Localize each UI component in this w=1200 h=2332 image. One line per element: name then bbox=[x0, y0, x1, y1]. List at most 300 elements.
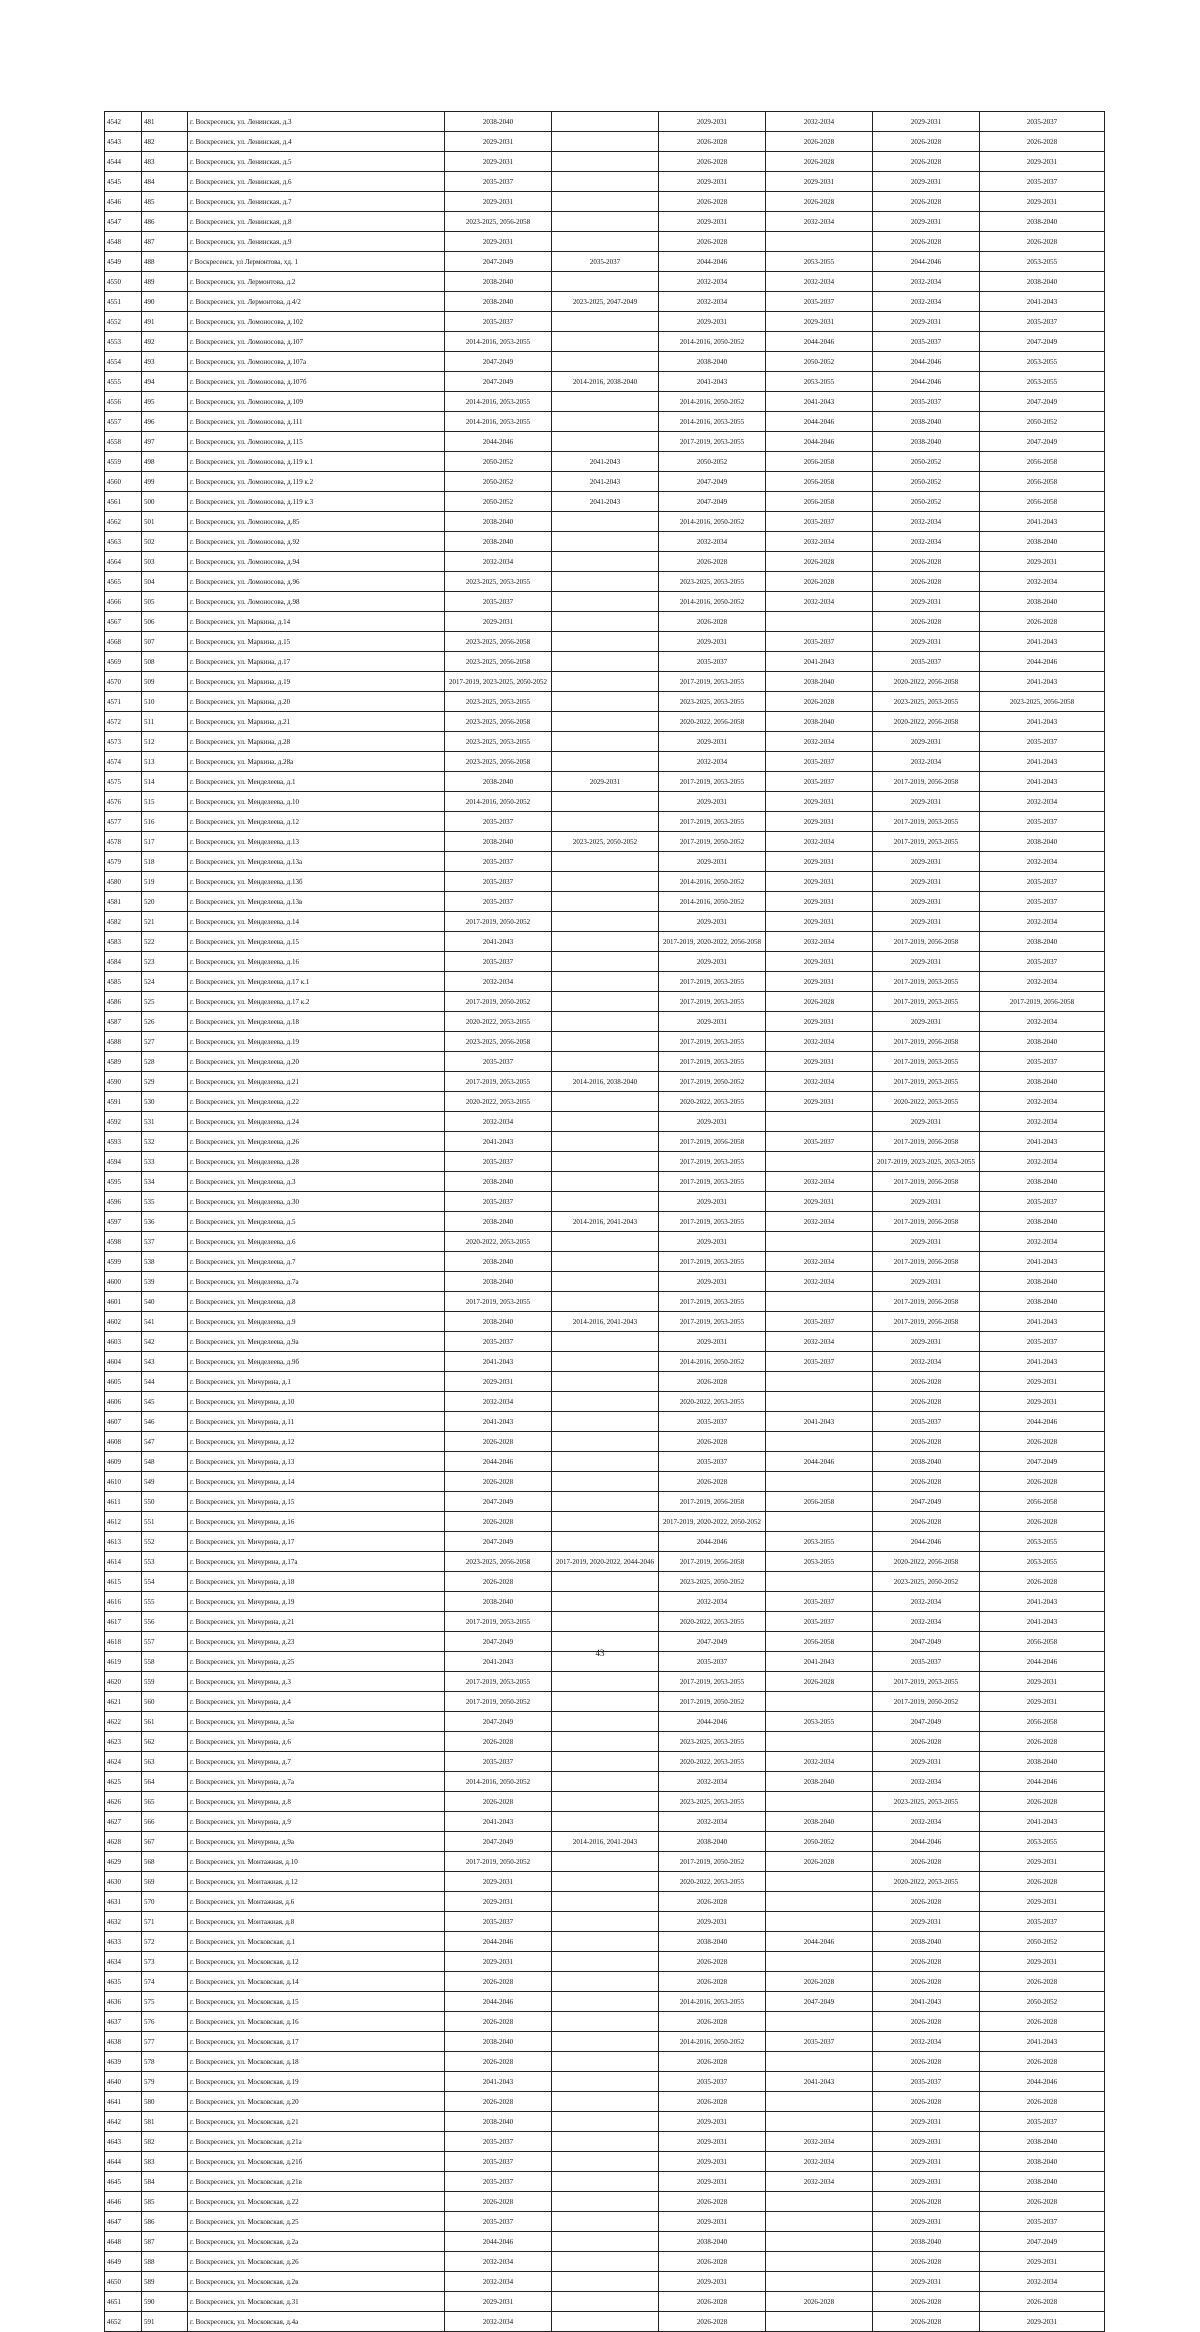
period-cell-3: 2014-2016, 2050-2052 bbox=[659, 592, 766, 612]
row-number: 4643 bbox=[105, 2132, 142, 2152]
address-cell: г. Воскресенск, ул. Мичурина, д.1 bbox=[188, 1372, 445, 1392]
item-number: 555 bbox=[142, 1592, 188, 1612]
item-number: 501 bbox=[142, 512, 188, 532]
period-cell-5: 2029-2031 bbox=[873, 2272, 980, 2292]
period-cell-6: 2056-2058 bbox=[980, 1632, 1105, 1652]
period-cell-1: 2026-2028 bbox=[445, 1792, 552, 1812]
period-cell-3: 2026-2028 bbox=[659, 2192, 766, 2212]
table-row bbox=[105, 652, 1105, 672]
item-number: 570 bbox=[142, 1892, 188, 1912]
item-number: 509 bbox=[142, 672, 188, 692]
period-cell-4: 2032-2034 bbox=[766, 1212, 873, 1232]
period-cell-5: 2026-2028 bbox=[873, 1732, 980, 1752]
period-cell-4: 2026-2028 bbox=[766, 2292, 873, 2312]
item-number: 526 bbox=[142, 1012, 188, 1032]
address-cell: г. Воскресенск, ул. Московская, д.4а bbox=[188, 2312, 445, 2332]
period-cell-6: 2032-2034 bbox=[980, 792, 1105, 812]
item-number: 486 bbox=[142, 212, 188, 232]
item-number: 542 bbox=[142, 1332, 188, 1352]
period-cell-5: 2032-2034 bbox=[873, 512, 980, 532]
period-cell-3: 2017-2019, 2020-2022, 2050-2052 bbox=[659, 1512, 766, 1532]
table-row bbox=[105, 1072, 1105, 1092]
item-number: 543 bbox=[142, 1352, 188, 1372]
item-number: 560 bbox=[142, 1692, 188, 1712]
period-cell-4: 2038-2040 bbox=[766, 1772, 873, 1792]
row-number: 4577 bbox=[105, 812, 142, 832]
period-cell-6: 2038-2040 bbox=[980, 2172, 1105, 2192]
period-cell-3: 2029-2031 bbox=[659, 1272, 766, 1292]
period-cell-2 bbox=[552, 672, 659, 692]
period-cell-6: 2032-2034 bbox=[980, 1012, 1105, 1032]
address-cell: г. Воскресенск, ул. Мичурина, д.14 bbox=[188, 1472, 445, 1492]
period-cell-3: 2029-2031 bbox=[659, 212, 766, 232]
period-cell-6: 2041-2043 bbox=[980, 772, 1105, 792]
period-cell-3: 2029-2031 bbox=[659, 112, 766, 132]
period-cell-1: 2038-2040 bbox=[445, 272, 552, 292]
table-row bbox=[105, 892, 1105, 912]
period-cell-6: 2038-2040 bbox=[980, 1072, 1105, 1092]
period-cell-3: 2017-2019, 2053-2055 bbox=[659, 1212, 766, 1232]
table-row bbox=[105, 692, 1105, 712]
row-number: 4628 bbox=[105, 1832, 142, 1852]
item-number: 512 bbox=[142, 732, 188, 752]
address-cell: г. Воскресенск, ул. Мичурина, д.17а bbox=[188, 1552, 445, 1572]
address-cell: г. Воскресенск, ул. Менделеева, д.14 bbox=[188, 912, 445, 932]
period-cell-4: 2029-2031 bbox=[766, 312, 873, 332]
table-row bbox=[105, 1192, 1105, 1212]
period-cell-4: 2041-2043 bbox=[766, 652, 873, 672]
period-cell-3: 2014-2016, 2050-2052 bbox=[659, 892, 766, 912]
row-number: 4561 bbox=[105, 492, 142, 512]
period-cell-1: 2029-2031 bbox=[445, 232, 552, 252]
period-cell-2 bbox=[552, 1452, 659, 1472]
period-cell-1: 2020-2022, 2053-2055 bbox=[445, 1232, 552, 1252]
period-cell-4: 2032-2034 bbox=[766, 832, 873, 852]
item-number: 496 bbox=[142, 412, 188, 432]
period-cell-4: 2053-2055 bbox=[766, 372, 873, 392]
period-cell-3: 2029-2031 bbox=[659, 172, 766, 192]
period-cell-4: 2053-2055 bbox=[766, 1712, 873, 1732]
item-number: 493 bbox=[142, 352, 188, 372]
row-number: 4614 bbox=[105, 1552, 142, 1572]
row-number: 4558 bbox=[105, 432, 142, 452]
period-cell-2 bbox=[552, 1812, 659, 1832]
period-cell-4: 2035-2037 bbox=[766, 512, 873, 532]
address-cell: г. Воскресенск, ул. Ленинская, д.5 bbox=[188, 152, 445, 172]
row-number: 4545 bbox=[105, 172, 142, 192]
table-row bbox=[105, 952, 1105, 972]
period-cell-6: 2023-2025, 2056-2058 bbox=[980, 692, 1105, 712]
period-cell-2 bbox=[552, 1272, 659, 1292]
row-number: 4635 bbox=[105, 1972, 142, 1992]
table-row bbox=[105, 1172, 1105, 1192]
period-cell-3: 2026-2028 bbox=[659, 1952, 766, 1972]
period-cell-2 bbox=[552, 432, 659, 452]
row-number: 4552 bbox=[105, 312, 142, 332]
item-number: 503 bbox=[142, 552, 188, 572]
row-number: 4576 bbox=[105, 792, 142, 812]
period-cell-3: 2017-2019, 2053-2055 bbox=[659, 1172, 766, 1192]
table-row bbox=[105, 1692, 1105, 1712]
row-number: 4640 bbox=[105, 2072, 142, 2092]
item-number: 508 bbox=[142, 652, 188, 672]
row-number: 4626 bbox=[105, 1792, 142, 1812]
table-row bbox=[105, 672, 1105, 692]
period-cell-1: 2038-2040 bbox=[445, 1272, 552, 1292]
period-cell-6: 2041-2043 bbox=[980, 1252, 1105, 1272]
period-cell-2 bbox=[552, 1572, 659, 1592]
period-cell-2 bbox=[552, 612, 659, 632]
period-cell-5: 2029-2031 bbox=[873, 1112, 980, 1132]
period-cell-6: 2029-2031 bbox=[980, 552, 1105, 572]
period-cell-1: 2044-2046 bbox=[445, 2232, 552, 2252]
period-cell-2 bbox=[552, 2192, 659, 2212]
period-cell-1: 2017-2019, 2053-2055 bbox=[445, 1672, 552, 1692]
table-row bbox=[105, 812, 1105, 832]
row-number: 4580 bbox=[105, 872, 142, 892]
period-cell-4 bbox=[766, 612, 873, 632]
address-cell: г. Воскресенск, ул. Менделеева, д.16 bbox=[188, 952, 445, 972]
table-row bbox=[105, 1892, 1105, 1912]
table-row bbox=[105, 192, 1105, 212]
row-number: 4633 bbox=[105, 1932, 142, 1952]
period-cell-2: 2014-2016, 2041-2043 bbox=[552, 1832, 659, 1852]
period-cell-5: 2026-2028 bbox=[873, 2292, 980, 2312]
period-cell-3: 2026-2028 bbox=[659, 132, 766, 152]
period-cell-4: 2044-2046 bbox=[766, 432, 873, 452]
address-cell: г. Воскресенск, ул. Ломоносова, д.98 bbox=[188, 592, 445, 612]
period-cell-1: 2029-2031 bbox=[445, 612, 552, 632]
period-cell-6: 2032-2034 bbox=[980, 572, 1105, 592]
period-cell-2: 2014-2016, 2041-2043 bbox=[552, 1212, 659, 1232]
period-cell-5: 2020-2022, 2056-2058 bbox=[873, 672, 980, 692]
period-cell-2 bbox=[552, 272, 659, 292]
period-cell-2: 2041-2043 bbox=[552, 452, 659, 472]
address-cell: г. Воскресенск, ул. Менделеева, д.18 bbox=[188, 1012, 445, 1032]
item-number: 572 bbox=[142, 1932, 188, 1952]
address-cell: г. Воскресенск, ул. Менделеева, д.15 bbox=[188, 932, 445, 952]
table-row bbox=[105, 592, 1105, 612]
row-number: 4582 bbox=[105, 912, 142, 932]
period-cell-5: 2029-2031 bbox=[873, 1912, 980, 1932]
row-number: 4646 bbox=[105, 2192, 142, 2212]
item-number: 492 bbox=[142, 332, 188, 352]
item-number: 567 bbox=[142, 1832, 188, 1852]
row-number: 4554 bbox=[105, 352, 142, 372]
item-number: 497 bbox=[142, 432, 188, 452]
period-cell-4: 2032-2034 bbox=[766, 1752, 873, 1772]
address-cell: г. Воскресенск, ул. Менделеева, д.21 bbox=[188, 1072, 445, 1092]
row-number: 4648 bbox=[105, 2232, 142, 2252]
row-number: 4547 bbox=[105, 212, 142, 232]
period-cell-3: 2026-2028 bbox=[659, 612, 766, 632]
period-cell-1: 2047-2049 bbox=[445, 1632, 552, 1652]
period-cell-5: 2038-2040 bbox=[873, 1932, 980, 1952]
period-cell-2 bbox=[552, 1132, 659, 1152]
item-number: 577 bbox=[142, 2032, 188, 2052]
period-cell-1: 2017-2019, 2050-2052 bbox=[445, 992, 552, 1012]
period-cell-1: 2026-2028 bbox=[445, 2092, 552, 2112]
address-cell: г. Воскресенск, ул. Лермонтова, д.4/2 bbox=[188, 292, 445, 312]
address-cell: г. Воскресенск, ул. Менделеева, д.17 к.2 bbox=[188, 992, 445, 1012]
period-cell-2 bbox=[552, 872, 659, 892]
period-cell-5: 2029-2031 bbox=[873, 632, 980, 652]
address-cell: г. Воскресенск, ул. Московская, д.1 bbox=[188, 1932, 445, 1952]
item-number: 517 bbox=[142, 832, 188, 852]
period-cell-5: 2026-2028 bbox=[873, 552, 980, 572]
row-number: 4594 bbox=[105, 1152, 142, 1172]
period-cell-1: 2050-2052 bbox=[445, 452, 552, 472]
period-cell-1: 2041-2043 bbox=[445, 1132, 552, 1152]
address-cell: г. Воскресенск, ул. Ломоносова, д.111 bbox=[188, 412, 445, 432]
item-number: 575 bbox=[142, 1992, 188, 2012]
address-cell: г. Воскресенск, ул. Менделеева, д.22 bbox=[188, 1092, 445, 1112]
row-number: 4592 bbox=[105, 1112, 142, 1132]
address-cell: г. Воскресенск, ул. Менделеева, д.13б bbox=[188, 872, 445, 892]
period-cell-3: 2017-2019, 2053-2055 bbox=[659, 1672, 766, 1692]
item-number: 574 bbox=[142, 1972, 188, 1992]
period-cell-5: 2017-2019, 2056-2058 bbox=[873, 1312, 980, 1332]
period-cell-2 bbox=[552, 2212, 659, 2232]
item-number: 549 bbox=[142, 1472, 188, 1492]
period-cell-1: 2014-2016, 2050-2052 bbox=[445, 792, 552, 812]
period-cell-5: 2023-2025, 2053-2055 bbox=[873, 692, 980, 712]
item-number: 559 bbox=[142, 1672, 188, 1692]
period-cell-3: 2029-2031 bbox=[659, 2172, 766, 2192]
period-cell-2 bbox=[552, 1232, 659, 1252]
period-cell-4 bbox=[766, 2092, 873, 2112]
period-cell-3: 2032-2034 bbox=[659, 292, 766, 312]
item-number: 528 bbox=[142, 1052, 188, 1072]
table-row bbox=[105, 292, 1105, 312]
item-number: 537 bbox=[142, 1232, 188, 1252]
period-cell-5: 2017-2019, 2053-2055 bbox=[873, 832, 980, 852]
period-cell-5: 2029-2031 bbox=[873, 1332, 980, 1352]
period-cell-3: 2026-2028 bbox=[659, 2312, 766, 2332]
period-cell-1: 2029-2031 bbox=[445, 192, 552, 212]
period-cell-2 bbox=[552, 1152, 659, 1172]
item-number: 538 bbox=[142, 1252, 188, 1272]
period-cell-4: 2026-2028 bbox=[766, 132, 873, 152]
item-number: 539 bbox=[142, 1272, 188, 1292]
table-row bbox=[105, 472, 1105, 492]
address-cell: г. Воскресенск, ул. Ломоносова, д.119 к.2 bbox=[188, 472, 445, 492]
period-cell-3: 2017-2019, 2053-2055 bbox=[659, 992, 766, 1012]
row-number: 4605 bbox=[105, 1372, 142, 1392]
period-cell-2 bbox=[552, 1332, 659, 1352]
period-cell-4: 2053-2055 bbox=[766, 1532, 873, 1552]
period-cell-6: 2038-2040 bbox=[980, 592, 1105, 612]
table-row bbox=[105, 1112, 1105, 1132]
address-cell: г. Воскресенск, ул. Мичурина, д.13 bbox=[188, 1452, 445, 1472]
period-cell-5: 2032-2034 bbox=[873, 2032, 980, 2052]
period-cell-4 bbox=[766, 232, 873, 252]
period-cell-5: 2017-2019, 2053-2055 bbox=[873, 1072, 980, 1092]
period-cell-2 bbox=[552, 1432, 659, 1452]
period-cell-6: 2035-2037 bbox=[980, 892, 1105, 912]
period-cell-6: 2017-2019, 2056-2058 bbox=[980, 992, 1105, 1012]
period-cell-2 bbox=[552, 1792, 659, 1812]
period-cell-1: 2035-2037 bbox=[445, 1752, 552, 1772]
period-cell-1: 2032-2034 bbox=[445, 2272, 552, 2292]
period-cell-6: 2041-2043 bbox=[980, 512, 1105, 532]
period-cell-6: 2041-2043 bbox=[980, 1592, 1105, 1612]
period-cell-1: 2014-2016, 2053-2055 bbox=[445, 332, 552, 352]
address-cell: г. Воскресенск, ул. Мичурина, д.19 bbox=[188, 1592, 445, 1612]
period-cell-3: 2044-2046 bbox=[659, 1532, 766, 1552]
row-number: 4573 bbox=[105, 732, 142, 752]
period-cell-6: 2038-2040 bbox=[980, 1292, 1105, 1312]
period-cell-2 bbox=[552, 1852, 659, 1872]
table-row bbox=[105, 632, 1105, 652]
period-cell-4: 2056-2058 bbox=[766, 452, 873, 472]
period-cell-2 bbox=[552, 1772, 659, 1792]
period-cell-6: 2035-2037 bbox=[980, 952, 1105, 972]
row-number: 4571 bbox=[105, 692, 142, 712]
period-cell-4: 2032-2034 bbox=[766, 1072, 873, 1092]
period-cell-4: 2029-2031 bbox=[766, 172, 873, 192]
period-cell-4: 2029-2031 bbox=[766, 892, 873, 912]
period-cell-4 bbox=[766, 1392, 873, 1412]
period-cell-4 bbox=[766, 2312, 873, 2332]
table-row bbox=[105, 1412, 1105, 1432]
period-cell-6: 2029-2031 bbox=[980, 192, 1105, 212]
period-cell-1: 2026-2028 bbox=[445, 1472, 552, 1492]
item-number: 514 bbox=[142, 772, 188, 792]
address-cell: г. Воскресенск, ул. Менделеева, д.1 bbox=[188, 772, 445, 792]
period-cell-4: 2038-2040 bbox=[766, 1812, 873, 1832]
period-cell-6: 2041-2043 bbox=[980, 1312, 1105, 1332]
period-cell-4 bbox=[766, 2012, 873, 2032]
address-cell: г. Воскресенск, ул. Менделеева, д.13 bbox=[188, 832, 445, 852]
period-cell-4 bbox=[766, 2232, 873, 2252]
row-number: 4630 bbox=[105, 1872, 142, 1892]
period-cell-4: 2026-2028 bbox=[766, 992, 873, 1012]
period-cell-4 bbox=[766, 2212, 873, 2232]
period-cell-2 bbox=[552, 1492, 659, 1512]
period-cell-2: 2029-2031 bbox=[552, 772, 659, 792]
item-number: 531 bbox=[142, 1112, 188, 1132]
row-number: 4621 bbox=[105, 1692, 142, 1712]
period-cell-6: 2035-2037 bbox=[980, 1192, 1105, 1212]
period-cell-1: 2035-2037 bbox=[445, 1912, 552, 1932]
period-cell-5: 2026-2028 bbox=[873, 2012, 980, 2032]
period-cell-4: 2032-2034 bbox=[766, 592, 873, 612]
item-number: 576 bbox=[142, 2012, 188, 2032]
address-cell: г. Воскресенск, ул. Маркина, д.28 bbox=[188, 732, 445, 752]
item-number: 546 bbox=[142, 1412, 188, 1432]
item-number: 505 bbox=[142, 592, 188, 612]
period-cell-5: 2047-2049 bbox=[873, 1492, 980, 1512]
row-number: 4649 bbox=[105, 2252, 142, 2272]
period-cell-5: 2017-2019, 2056-2058 bbox=[873, 1172, 980, 1192]
period-cell-6: 2044-2046 bbox=[980, 1652, 1105, 1672]
period-cell-5: 2035-2037 bbox=[873, 1412, 980, 1432]
address-cell: г. Воскресенск, ул. Мичурина, д.15 bbox=[188, 1492, 445, 1512]
period-cell-2 bbox=[552, 172, 659, 192]
address-cell: г. Воскресенск, ул. Менделеева, д.5 bbox=[188, 1212, 445, 1232]
period-cell-5: 2026-2028 bbox=[873, 1892, 980, 1912]
period-cell-4: 2032-2034 bbox=[766, 2152, 873, 2172]
item-number: 513 bbox=[142, 752, 188, 772]
item-number: 581 bbox=[142, 2112, 188, 2132]
period-cell-5: 2038-2040 bbox=[873, 2232, 980, 2252]
item-number: 511 bbox=[142, 712, 188, 732]
item-number: 485 bbox=[142, 192, 188, 212]
period-cell-2 bbox=[552, 572, 659, 592]
period-cell-2 bbox=[552, 1292, 659, 1312]
table-row bbox=[105, 1712, 1105, 1732]
item-number: 510 bbox=[142, 692, 188, 712]
period-cell-5: 2050-2052 bbox=[873, 472, 980, 492]
table-row bbox=[105, 312, 1105, 332]
period-cell-4 bbox=[766, 2252, 873, 2272]
period-cell-2: 2014-2016, 2038-2040 bbox=[552, 372, 659, 392]
period-cell-5: 2026-2028 bbox=[873, 1372, 980, 1392]
period-cell-3: 2032-2034 bbox=[659, 532, 766, 552]
period-cell-1: 2017-2019, 2053-2055 bbox=[445, 1612, 552, 1632]
row-number: 4556 bbox=[105, 392, 142, 412]
period-cell-1: 2035-2037 bbox=[445, 2212, 552, 2232]
item-number: 554 bbox=[142, 1572, 188, 1592]
item-number: 520 bbox=[142, 892, 188, 912]
period-cell-1: 2035-2037 bbox=[445, 892, 552, 912]
table-row bbox=[105, 332, 1105, 352]
period-cell-3: 2047-2049 bbox=[659, 472, 766, 492]
address-cell: г. Воскресенск, ул. Менделеева, д.13а bbox=[188, 852, 445, 872]
period-cell-6: 2044-2046 bbox=[980, 1412, 1105, 1432]
period-cell-4 bbox=[766, 1112, 873, 1132]
period-cell-1: 2017-2019, 2053-2055 bbox=[445, 1072, 552, 1092]
period-cell-2 bbox=[552, 592, 659, 612]
period-cell-1: 2044-2046 bbox=[445, 1932, 552, 1952]
period-cell-1: 2023-2025, 2056-2058 bbox=[445, 632, 552, 652]
row-number: 4599 bbox=[105, 1252, 142, 1272]
period-cell-3: 2026-2028 bbox=[659, 232, 766, 252]
period-cell-1: 2038-2040 bbox=[445, 1592, 552, 1612]
period-cell-3: 2026-2028 bbox=[659, 2052, 766, 2072]
period-cell-3: 2026-2028 bbox=[659, 1972, 766, 1992]
period-cell-5: 2023-2025, 2050-2052 bbox=[873, 1572, 980, 1592]
period-cell-1: 2032-2034 bbox=[445, 972, 552, 992]
row-number: 4589 bbox=[105, 1052, 142, 1072]
period-cell-2 bbox=[552, 972, 659, 992]
table-row bbox=[105, 532, 1105, 552]
period-cell-2 bbox=[552, 2312, 659, 2332]
table-row bbox=[105, 2232, 1105, 2252]
period-cell-2: 2041-2043 bbox=[552, 472, 659, 492]
period-cell-1: 2035-2037 bbox=[445, 1152, 552, 1172]
item-number: 569 bbox=[142, 1872, 188, 1892]
page-number: 43 bbox=[595, 1648, 605, 1658]
period-cell-4: 2032-2034 bbox=[766, 1252, 873, 1272]
period-cell-6: 2026-2028 bbox=[980, 2012, 1105, 2032]
table-row bbox=[105, 112, 1105, 132]
period-cell-3: 2023-2025, 2053-2055 bbox=[659, 1732, 766, 1752]
period-cell-4: 2035-2037 bbox=[766, 2032, 873, 2052]
period-cell-6: 2038-2040 bbox=[980, 1172, 1105, 1192]
period-cell-5: 2050-2052 bbox=[873, 452, 980, 472]
item-number: 523 bbox=[142, 952, 188, 972]
period-cell-2 bbox=[552, 1872, 659, 1892]
period-cell-1: 2035-2037 bbox=[445, 312, 552, 332]
period-cell-5: 2020-2022, 2053-2055 bbox=[873, 1872, 980, 1892]
period-cell-6: 2053-2055 bbox=[980, 1832, 1105, 1852]
address-cell: г. Воскресенск, ул. Московская, д.19 bbox=[188, 2072, 445, 2092]
period-cell-6: 2026-2028 bbox=[980, 1432, 1105, 1452]
table-row bbox=[105, 852, 1105, 872]
row-number: 4612 bbox=[105, 1512, 142, 1532]
